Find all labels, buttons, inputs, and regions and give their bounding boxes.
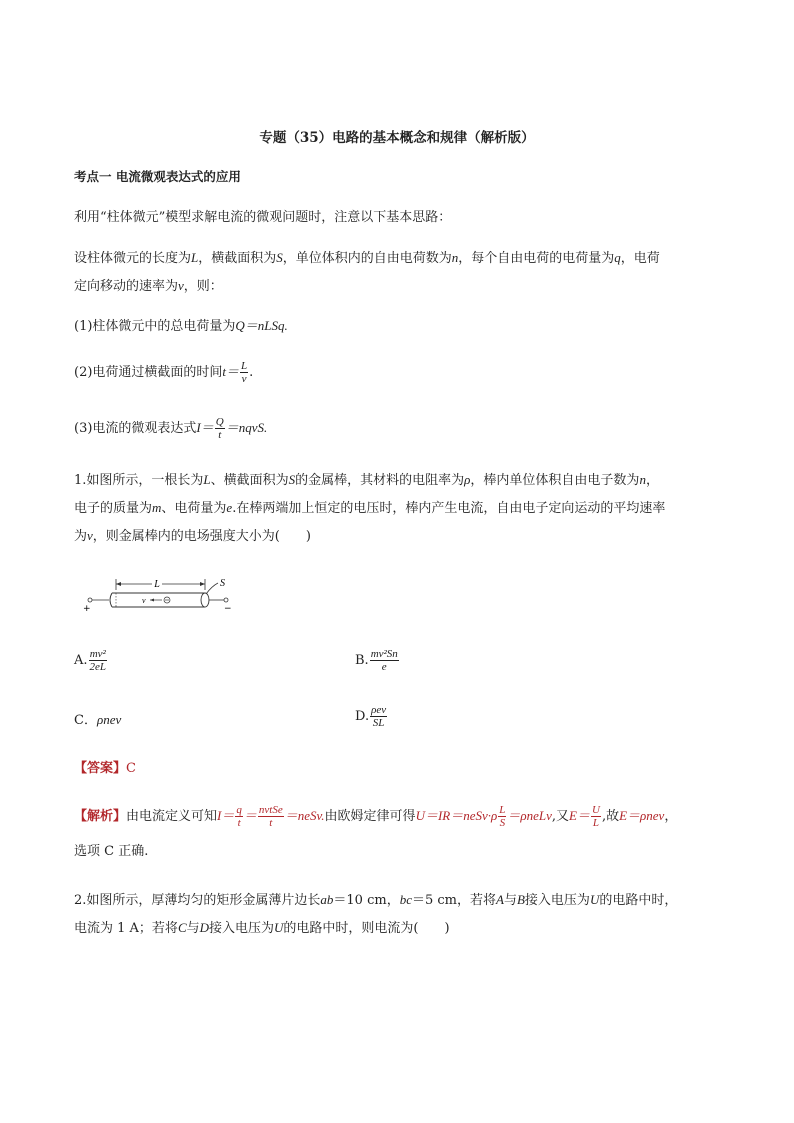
q1-line-3: 为v，则金属棒内的电场强度大小为( ) [74, 528, 311, 544]
setup-line-2: 定向移动的速率为v，则： [74, 278, 223, 294]
left-terminal [88, 598, 92, 602]
minus-sign: − [224, 604, 232, 614]
step-1: (1)柱体微元中的总电荷量为Q＝nLSq. [74, 318, 288, 334]
q1-line-1: 1.如图所示，一根长为L、横截面积为S的金属棒，其材料的电阻率为ρ，棒内单位体积自由电子数为n， [74, 472, 659, 488]
answer-line [74, 759, 136, 779]
fraction-q-over-t: $\frac{Q}{t}$ [215, 416, 224, 441]
option-a[interactable]: A. $\frac{\text{mv²}}{2eL}$ [74, 648, 107, 673]
area-leader-line [206, 583, 218, 594]
section-heading: 考点一 电流微观表达式的应用 [74, 169, 241, 184]
q1-line-2: 电子的质量为m、电荷量为e.在棒两端加上恒定的电压时，棒内产生电流，自由电子定向运动的平均速率 [74, 500, 666, 516]
area-label: S [220, 578, 225, 589]
analysis-line-2: 选项 C 正确. [74, 844, 149, 859]
step-3: (3)电流的微观表达式I＝ $\frac{Q}{t}$ ＝nqvS. [74, 416, 268, 441]
intro-paragraph: 利用“柱体微元”模型求解电流的微观问题时，注意以下基本思路： [74, 210, 452, 225]
option-c[interactable]: C．ρnev [74, 712, 122, 728]
rod-left-end [110, 593, 112, 607]
velocity-label: v [142, 596, 146, 605]
page-title: 专题（35）电路的基本概念和规律（解析版） [259, 130, 535, 146]
rod-right-end [201, 593, 209, 607]
setup-line-1: 设柱体微元的长度为L，横截面积为S，单位体积内的自由电荷数为n，每个自由电荷的电荷量为q，电荷 [74, 250, 660, 266]
fraction-l-over-v: $\frac{L}{v}$ [241, 360, 248, 385]
analysis-tag: 【解析】 [74, 809, 127, 824]
answer-value: C [126, 761, 136, 776]
option-d[interactable]: D. $\frac{\text{ρev}}{SL}$ [355, 704, 387, 729]
step-2: (2)电荷通过横截面的时间t＝ $\frac{L}{v}$ . [74, 360, 254, 385]
length-label: L [154, 579, 160, 590]
option-b[interactable]: B. $\frac{\text{mv²Sn}}{e}$ [355, 648, 398, 673]
analysis-line-1: 【解析】由电流定义可知I＝ $\frac{q}{t}$ ＝ $\frac{\text{nvtSe}}{t}$ ＝neSv.由欧姆定律可得U＝IR＝neSv·ρ $\frac{L}{S}$ ＝ρneLv,又E＝ $\frac{U}{L}$ ,故E＝ρnev， [74, 804, 678, 829]
velocity-arrow [150, 599, 154, 602]
metal-rod-figure [80, 570, 250, 615]
q2-line-1: 2.如图所示，厚薄均匀的矩形金属薄片边长ab＝10 cm，bc＝5 cm，若将A与B接入电压为U的电路中时， [74, 892, 678, 908]
right-terminal [224, 598, 228, 602]
q2-line-2: 电流为 1 A；若将C与D接入电压为U的电路中时，则电流为( ) [74, 920, 450, 936]
answer-tag: 【答案】 [74, 761, 127, 776]
plus-sign: + [83, 604, 91, 614]
